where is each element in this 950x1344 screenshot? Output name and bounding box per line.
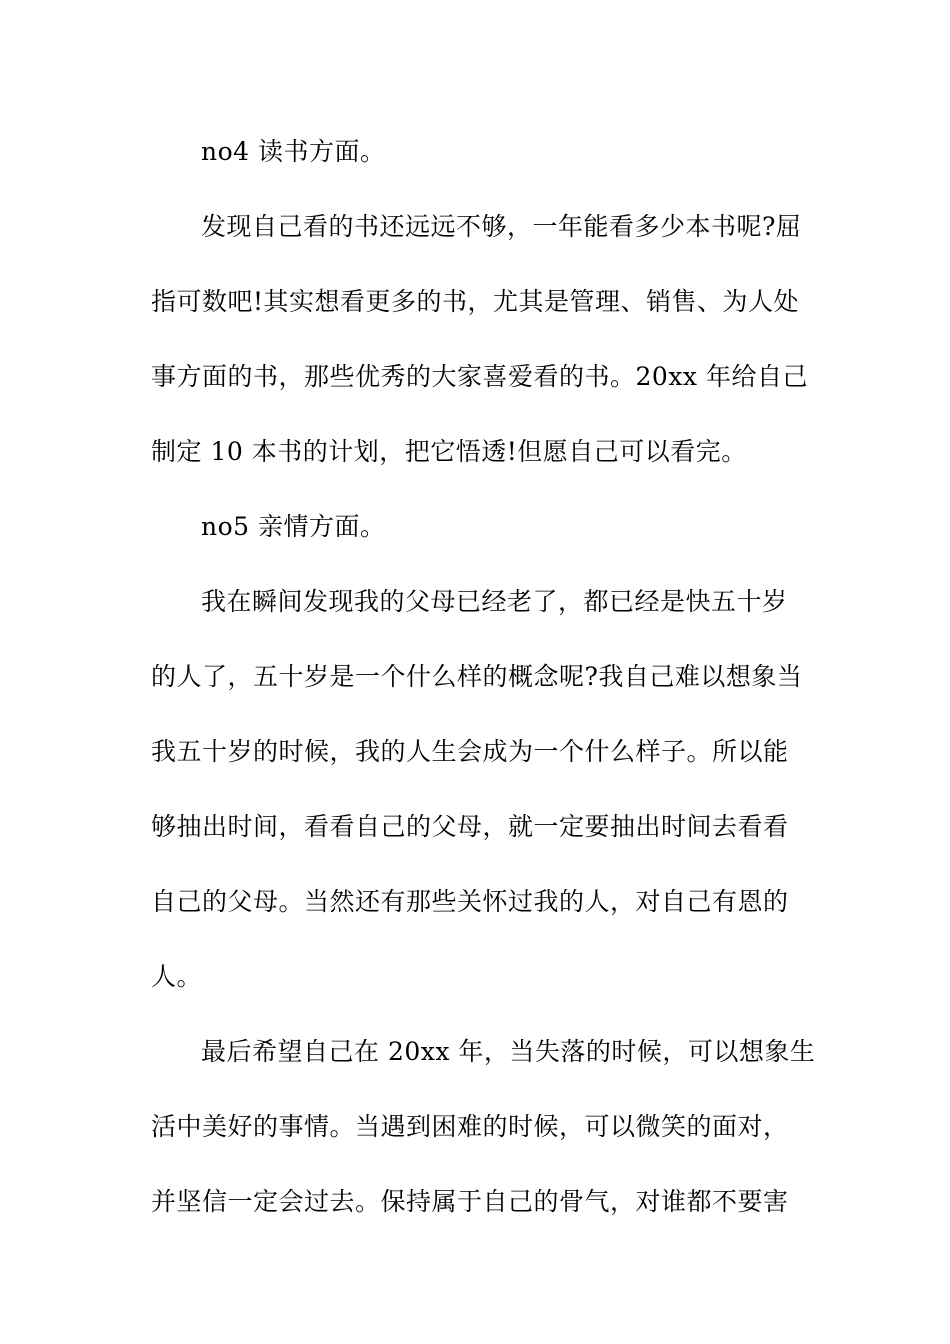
text-line: 指可数吧!其实想看更多的书，尤其是管理、销售、为人处 (151, 287, 800, 316)
section-heading-family (151, 489, 803, 564)
text-line: 并坚信一定会过去。保持属于自己的骨气，对谁都不要害 (151, 1187, 789, 1216)
paragraph-reading (151, 189, 808, 489)
paragraph-closing (151, 1014, 816, 1239)
text-line: 人。 (151, 962, 203, 991)
text-line: 我五十岁的时候，我的人生会成为一个什么样子。所以能 (151, 737, 789, 766)
text-line: 的人了，五十岁是一个什么样的概念呢?我自己难以想象当 (151, 662, 803, 691)
text-line: 活中美好的事情。当遇到困难的时候，可以微笑的面对， (151, 1112, 789, 1141)
paragraph-family (151, 564, 803, 1014)
text-line: 发现自己看的书还远远不够，一年能看多少本书呢?屈 (201, 212, 802, 241)
text-line: no5 亲情方面。 (201, 512, 386, 541)
text-line: 自己的父母。当然还有那些关怀过我的人，对自己有恩的 (151, 887, 789, 916)
text-line: 事方面的书，那些优秀的大家喜爱看的书。20xx 年给自己 (151, 362, 808, 391)
text-line: 我在瞬间发现我的父母已经老了，都已经是快五十岁 (201, 587, 788, 616)
text-line: no4 读书方面。 (201, 137, 386, 166)
text-line: 够抽出时间，看看自己的父母，就一定要抽出时间去看看 (151, 812, 789, 841)
section-heading-reading (151, 114, 803, 189)
text-line: 制定 10 本书的计划，把它悟透!但愿自己可以看完。 (151, 437, 747, 466)
text-line: 最后希望自己在 20xx 年，当失落的时候，可以想象生 (201, 1037, 816, 1066)
document-body (151, 114, 816, 1239)
